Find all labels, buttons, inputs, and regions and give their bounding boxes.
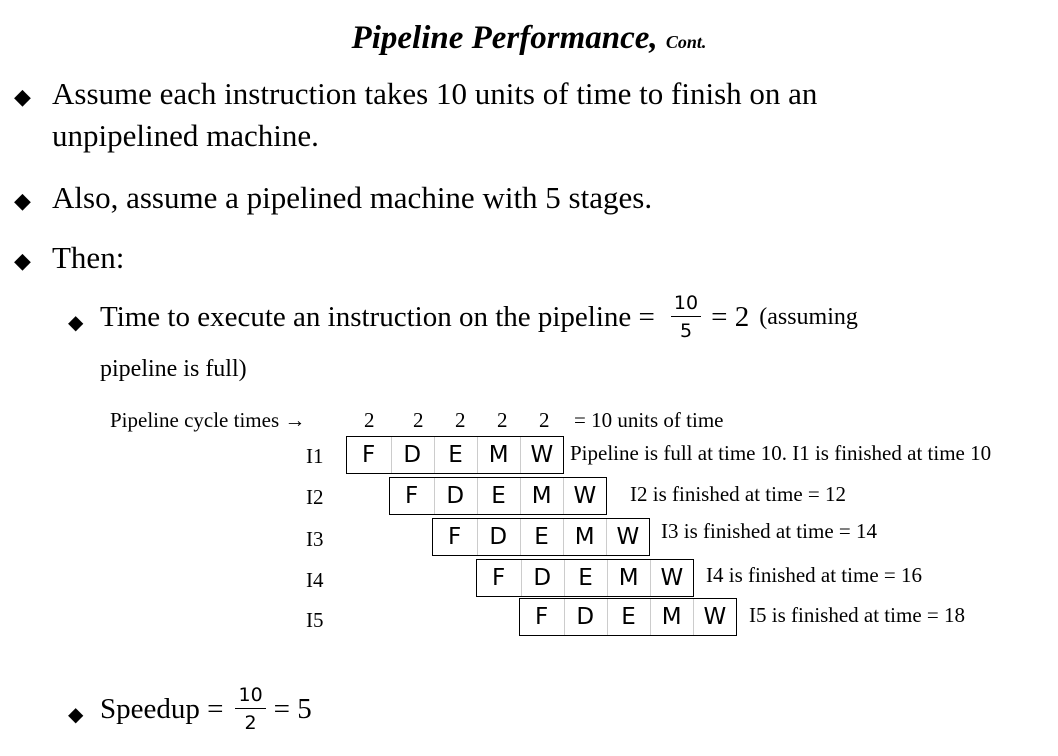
stage-writeback: W — [606, 519, 648, 555]
row-note-i3: I3 is finished at time = 14 — [661, 519, 877, 543]
row-note-i1: Pipeline is full at time 10. I1 is finished at time 10 — [570, 441, 992, 465]
time-result: = 2 — [711, 300, 750, 333]
time-fraction — [671, 292, 701, 342]
time-fraction-denominator: 5 — [679, 320, 693, 342]
row-note-i2: I2 is finished at time = 12 — [630, 482, 846, 506]
stage-memory: M — [477, 437, 519, 473]
pipeline-row-i4 — [476, 559, 694, 597]
speedup-prefix: Speedup = — [100, 692, 224, 725]
cycle-time: 2 — [497, 408, 508, 432]
stage-decode: D — [521, 560, 563, 596]
cycle-time: 2 — [539, 408, 550, 432]
stage-execute: E — [477, 478, 519, 514]
diamond-bullet-icon: ◆ — [14, 84, 31, 109]
stage-decode: D — [564, 599, 606, 635]
stage-fetch: F — [534, 604, 549, 630]
row-label-i3: I3 — [306, 527, 324, 551]
stage-fetch: F — [361, 442, 376, 468]
speedup-fraction-denominator: 2 — [244, 712, 257, 734]
stage-execute: E — [564, 560, 606, 596]
speedup-fraction — [235, 684, 265, 734]
bullet-1-line2: unpipelined machine. — [52, 118, 319, 153]
title-suffix: Cont. — [665, 32, 707, 52]
stage-memory: M — [607, 560, 649, 596]
time-note-line2: pipeline is full) — [100, 356, 247, 382]
pipeline-row-i1 — [346, 436, 564, 474]
stage-fetch: F — [404, 483, 419, 509]
stage-decode: D — [477, 519, 519, 555]
row-label-i1: I1 — [306, 444, 324, 468]
diamond-bullet-icon: ◆ — [68, 312, 84, 334]
time-fraction-numerator: 10 — [671, 292, 701, 317]
bullet-2: Also, assume a pipelined machine with 5 stages. — [52, 180, 653, 215]
row-label-i2: I2 — [306, 485, 324, 509]
cycle-label: Pipeline cycle times → — [110, 408, 306, 432]
stage-fetch: F — [491, 565, 506, 591]
time-formula — [100, 292, 858, 342]
speedup-fraction-numerator: 10 — [235, 684, 265, 709]
cycle-time: 2 — [364, 408, 375, 432]
bullet-3: Then: — [52, 240, 125, 275]
stage-execute: E — [434, 437, 476, 473]
stage-writeback: W — [520, 437, 562, 473]
stage-decode: D — [434, 478, 476, 514]
cycle-time: 2 — [413, 408, 424, 432]
stage-memory: M — [563, 519, 605, 555]
speedup-result: = 5 — [273, 692, 312, 725]
row-label-i5: I5 — [306, 608, 324, 632]
stage-execute: E — [520, 519, 562, 555]
row-note-i4: I4 is finished at time = 16 — [706, 563, 922, 587]
cycle-total: = 10 units of time — [574, 408, 724, 432]
cycle-time: 2 — [455, 408, 466, 432]
diamond-bullet-icon: ◆ — [14, 188, 31, 213]
bullet-1-line1: Assume each instruction takes 10 units of time to finish on an — [52, 76, 818, 111]
stage-memory: M — [520, 478, 562, 514]
stage-memory: M — [650, 599, 692, 635]
pipeline-row-i5 — [519, 598, 737, 636]
slide-title — [0, 20, 1058, 57]
stage-writeback: W — [650, 560, 692, 596]
stage-fetch: F — [447, 524, 462, 550]
title-main: Pipeline Performance, — [351, 20, 658, 56]
row-note-i5: I5 is finished at time = 18 — [749, 603, 965, 627]
speedup-formula — [100, 684, 312, 734]
stage-writeback: W — [563, 478, 605, 514]
pipeline-row-i3 — [432, 518, 650, 556]
row-label-i4: I4 — [306, 568, 324, 592]
time-note: (assuming — [759, 303, 858, 330]
stage-writeback: W — [693, 599, 735, 635]
diamond-bullet-icon: ◆ — [14, 248, 31, 273]
time-prefix: Time to execute an instruction on the pipeline = — [100, 300, 655, 333]
pipeline-row-i2 — [389, 477, 607, 515]
stage-execute: E — [607, 599, 649, 635]
diamond-bullet-icon: ◆ — [68, 704, 84, 726]
stage-decode: D — [391, 437, 433, 473]
